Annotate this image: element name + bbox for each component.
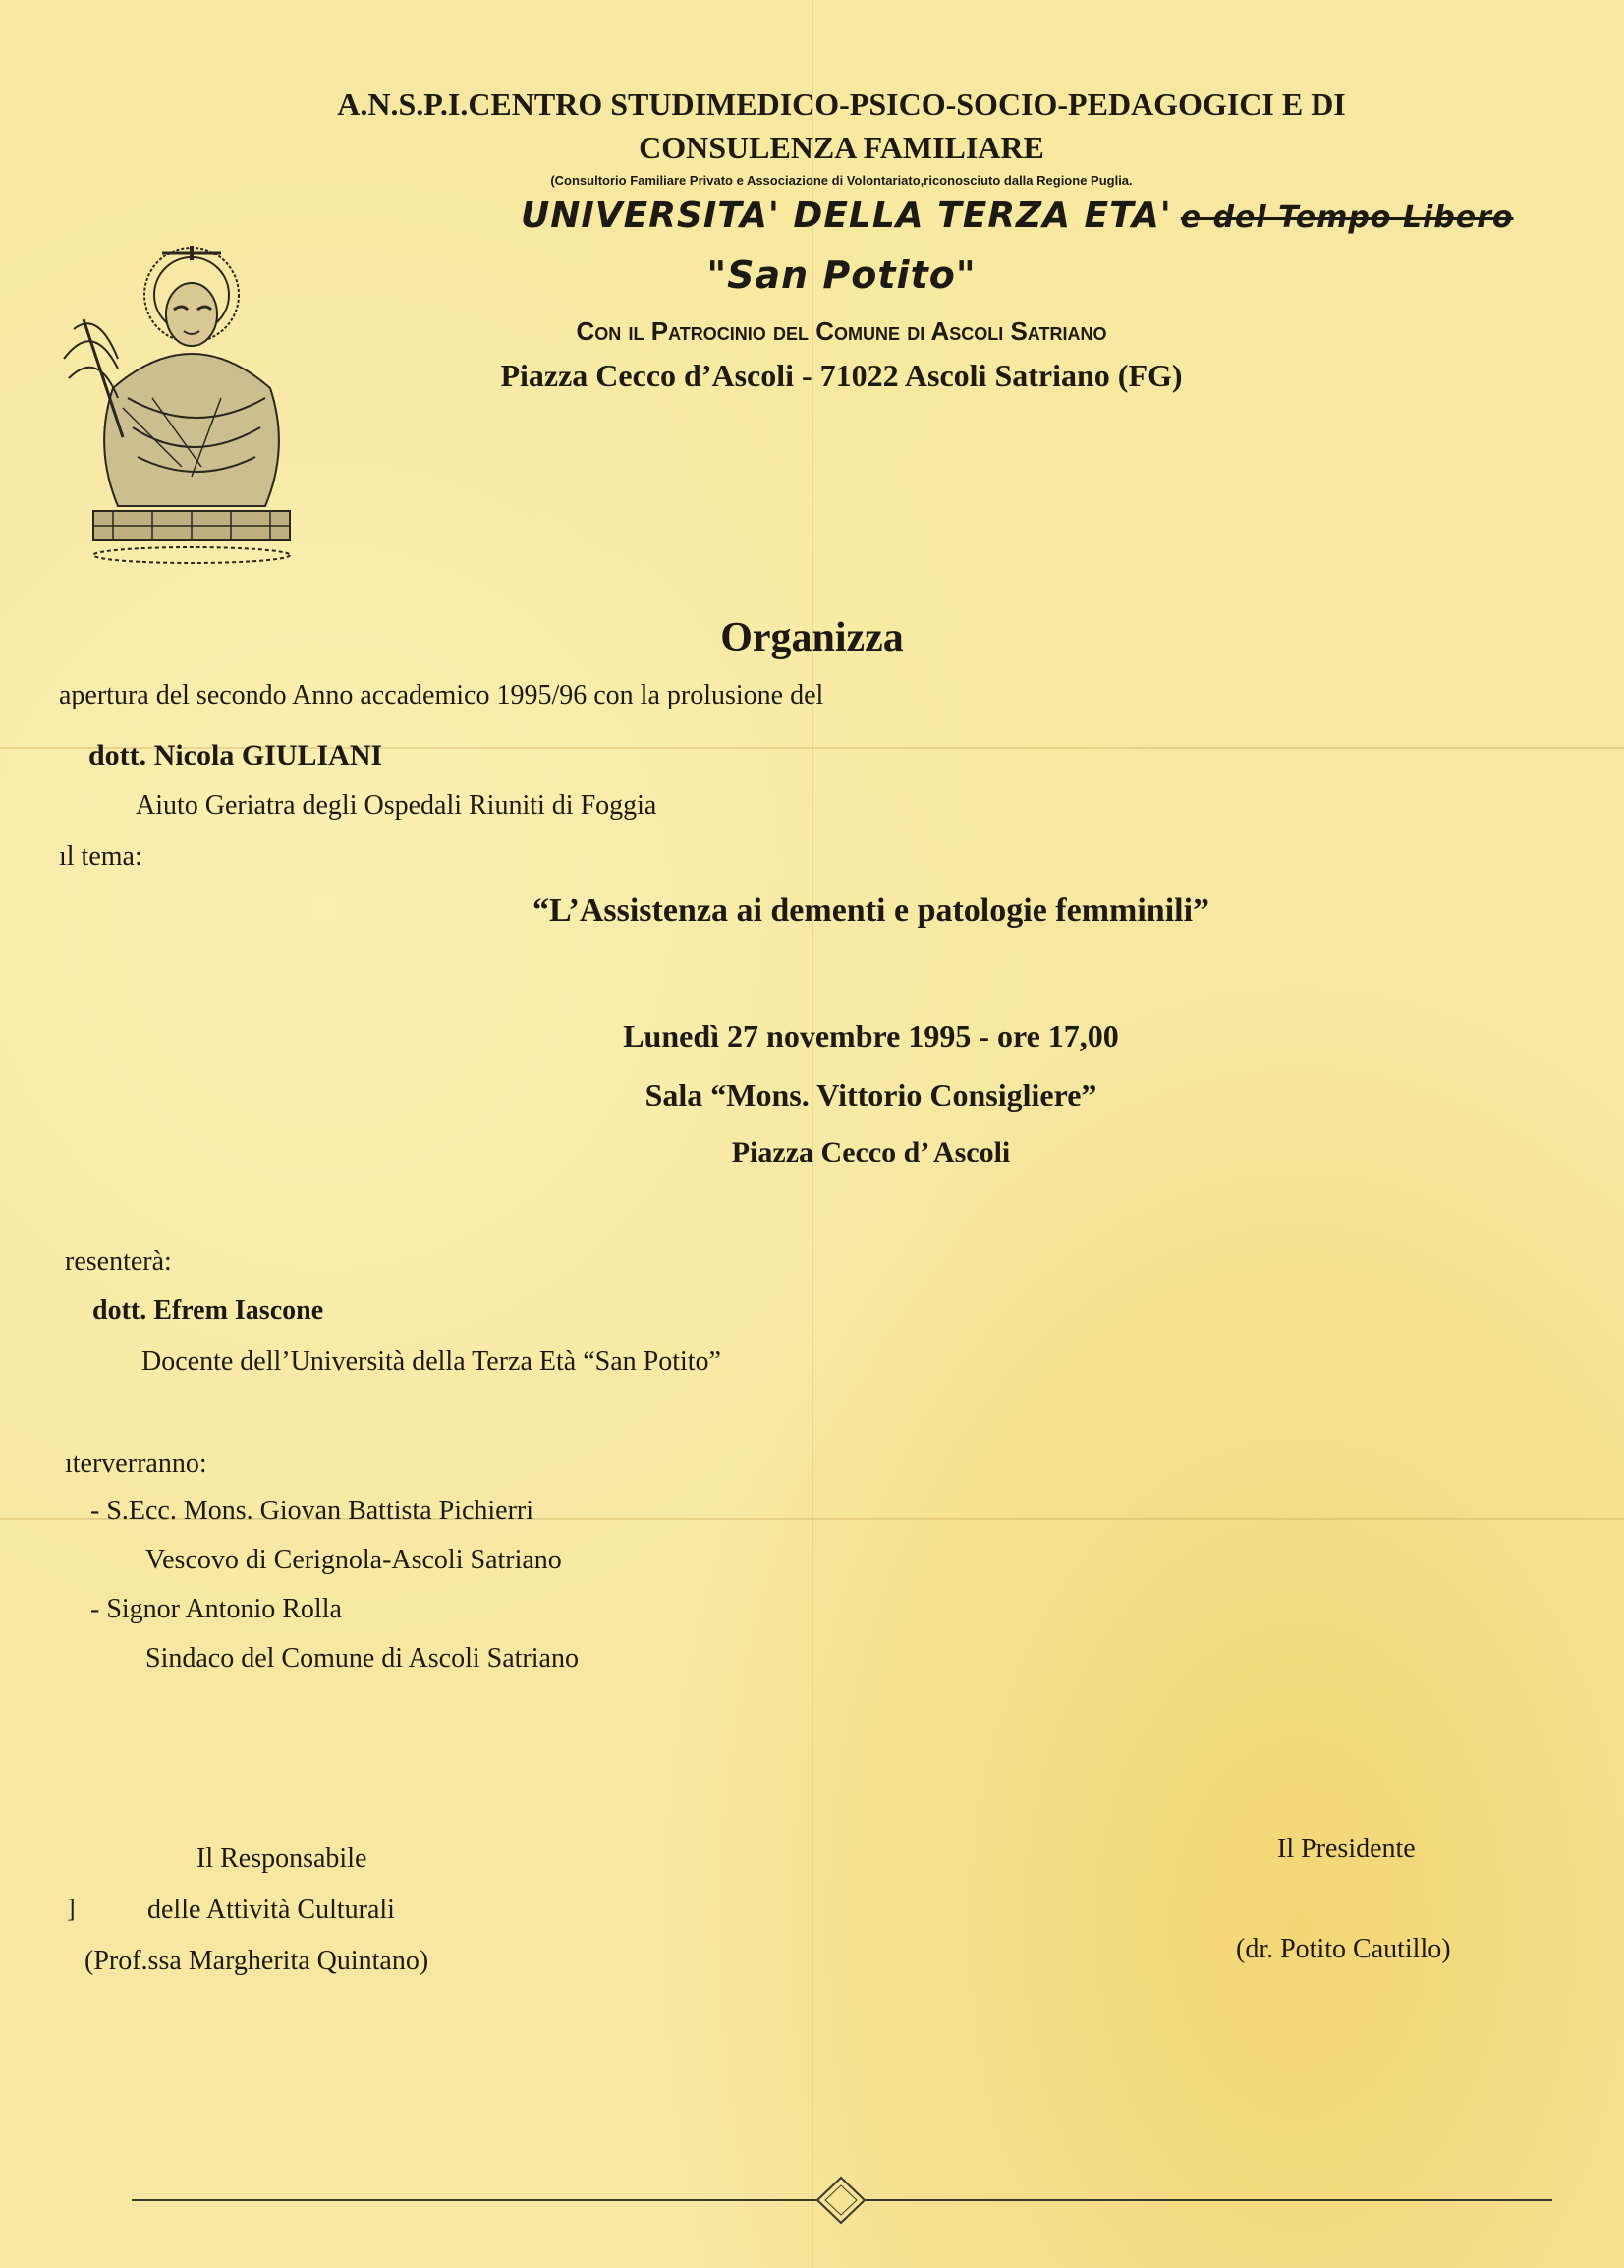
intro-text: apertura del secondo Anno accademico 1995/96 con la prolusione del: [59, 680, 824, 710]
left-signature-mark: ]: [67, 1895, 76, 1923]
speaker-item-name: - S.Ecc. Mons. Giovan Battista Pichierri: [90, 1496, 534, 1526]
university-strike: e del Tempo Libero: [1180, 200, 1514, 235]
right-signature-title: Il Presidente: [1277, 1834, 1416, 1864]
speaker-role: Aiuto Geriatra degli Ospedali Riuniti di Foggia: [136, 790, 657, 821]
university-line: [521, 195, 1513, 236]
university-name: UNIVERSITA' DELLA TERZA ETA': [521, 196, 1172, 236]
speaker-item-role: Vescovo di Cerignola-Ascoli Satriano: [145, 1545, 562, 1575]
theme-title: “L’Assistenza ai dementi e patologie femminili”: [532, 892, 1210, 929]
theme-label: ıl tema:: [59, 841, 142, 872]
left-signature-title: Il Responsabile: [196, 1843, 367, 1874]
event-date: Lunedì 27 novembre 1995 - ore 17,00: [623, 1018, 1119, 1053]
right-signature-name: (dr. Potito Cautillo): [1236, 1934, 1451, 1964]
left-signature-subtitle: delle Attività Culturali: [147, 1895, 395, 1925]
header-line2: CONSULENZA FAMILIARE: [639, 130, 1044, 165]
presenter-role: Docente dell’Università della Terza Età “San Potito”: [141, 1346, 721, 1377]
header-subnote: (Consultorio Familiare Privato e Associazione di Volontariato,riconosciuto dalla Regione Puglia.: [550, 173, 1133, 188]
address-line: Piazza Cecco d’Ascoli - 71022 Ascoli Satriano (FG): [500, 358, 1183, 393]
speaker-item-role: Sindaco del Comune di Ascoli Satriano: [145, 1643, 579, 1673]
patronage-line: Con il Patrocinio del Comune di Ascoli Satriano: [576, 316, 1107, 346]
speakers-label: ıterverranno:: [65, 1448, 207, 1479]
presenter-name: dott. Efrem Iascone: [92, 1295, 324, 1326]
speaker-item-name: - Signor Antonio Rolla: [90, 1594, 342, 1624]
presenter-label: resenterà:: [65, 1246, 172, 1276]
san-potito-title: "San Potito": [706, 254, 977, 297]
header-line1: A.N.S.P.I.CENTRO STUDIMEDICO-PSICO-SOCIO-PEDAGOGICI E DI: [337, 86, 1346, 122]
bottom-rule-right: [865, 2199, 1552, 2201]
organizza-heading: Organizza: [720, 615, 904, 660]
diamond-ornament-icon: [815, 2176, 867, 2225]
bottom-rule-left: [132, 2199, 819, 2201]
saint-bust-illustration: [54, 241, 300, 570]
speaker-name: dott. Nicola GIULIANI: [88, 739, 383, 771]
event-venue: Sala “Mons. Vittorio Consigliere”: [644, 1077, 1097, 1112]
event-place: Piazza Cecco d’ Ascoli: [731, 1136, 1011, 1168]
left-signature-name: (Prof.ssa Margherita Quintano): [84, 1946, 429, 1976]
